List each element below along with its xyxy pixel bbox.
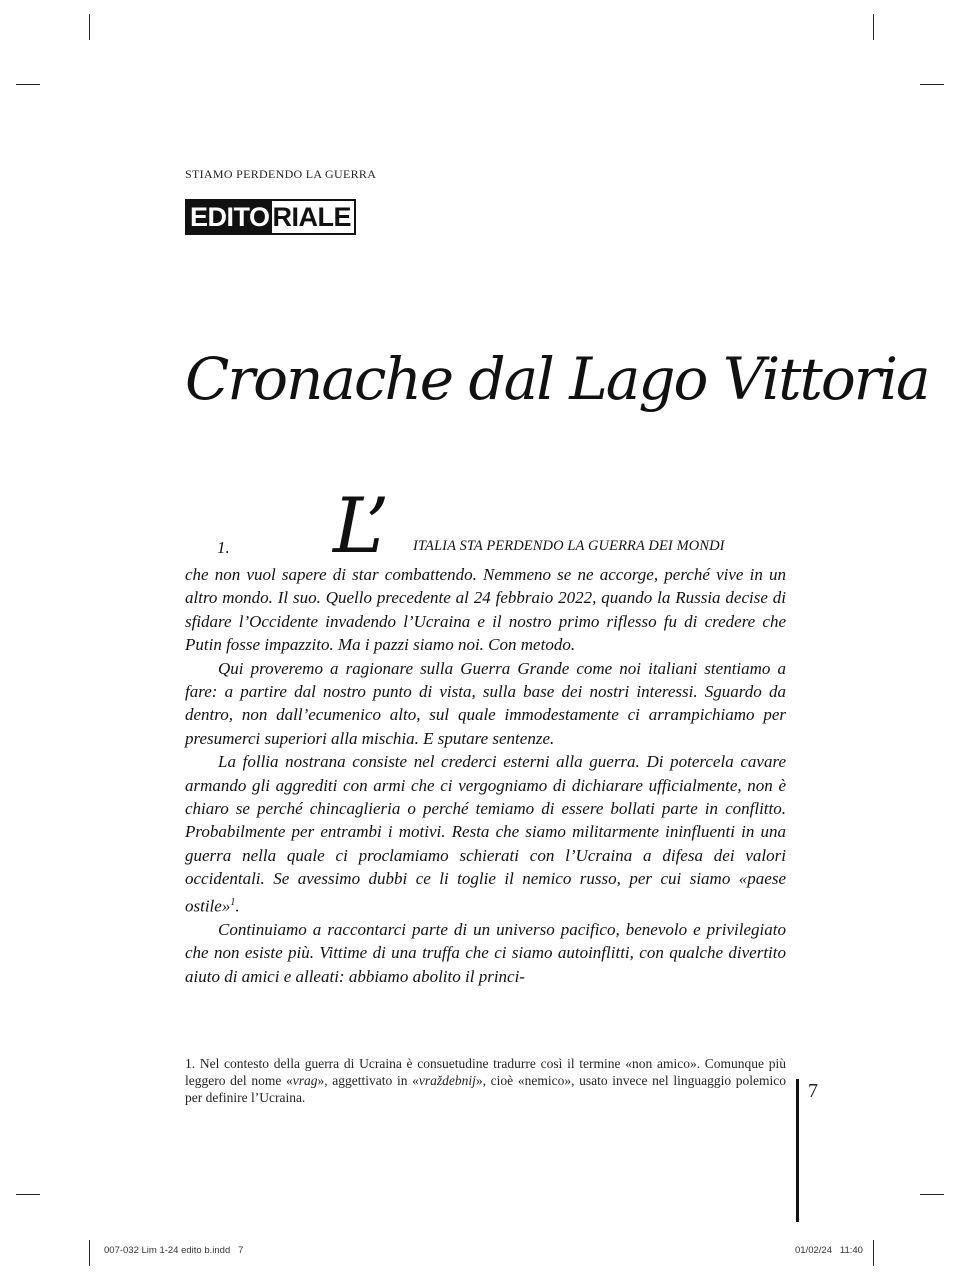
crop-mark	[16, 1194, 40, 1195]
drop-cap: L’	[333, 481, 390, 570]
page-number: 7	[808, 1080, 818, 1102]
section-number: 1.	[217, 538, 230, 557]
crop-mark	[873, 1240, 874, 1266]
crop-mark	[89, 14, 90, 40]
paragraph-3	[185, 750, 786, 918]
footnote	[185, 1055, 786, 1107]
first-line-smallcaps: ITALIA STA PERDENDO LA GUERRA DEI MONDI	[413, 538, 725, 554]
crop-mark	[16, 84, 40, 85]
editoriale-badge	[185, 199, 356, 235]
slug-timestamp: 01/02/24 11:40	[795, 1245, 863, 1256]
paragraph-3-end: .	[235, 896, 240, 916]
footnote-text-b: », aggettivato in «	[317, 1073, 419, 1089]
paragraph-3-text: La follia nostrana consiste nel crederci esterni alla guerra. Di potercela cavare armando gli aggrediti con armi che ci vergogniamo di dichiarare ufficialmente, non è chiaro se perché chincaglieria o perché temiamo di essere bollati parte in conflitto. Probabilmente per entrambi i motivi. Resta che siamo militarmente ininfluenti in una guerra nella quale ci proclamiamo schierati con l’Ucraina a difesa dei valori occidentali. Se avessimo dubbi ce li toglie il nemico russo, per cui siamo «paese ostile»	[185, 752, 786, 916]
section-label: STIAMO PERDENDO LA GUERRA	[185, 167, 377, 181]
slug-filename: 007-032 Lim 1-24 edito b.indd 7	[104, 1245, 244, 1256]
crop-mark	[873, 14, 874, 40]
crop-mark	[920, 84, 944, 85]
footnote-reference: 1	[230, 896, 236, 908]
footnote-term-vrazdebnij: vraždebnij	[418, 1073, 476, 1089]
crop-mark	[89, 1240, 90, 1266]
footnote-text-c: », cioè «nemico», usato invece nel linguaggio polemico per definire l’Ucraina.	[185, 1073, 787, 1106]
article-body	[185, 563, 786, 988]
paragraph-1: che non vuol sapere di star combattendo. Nemmeno se ne accorge, perché vive in un altro mondo. Il suo. Quello precedente al 24 febbraio 2022, quando la Russia decise di sfidare l’Occidente invadendo l’Ucraina e il nostro primo riflesso fu di credere che Putin fosse impazzito. Ma i pazzi siamo noi. Con metodo.	[185, 565, 786, 655]
footnote-text-a: 1. Nel contesto della guerra di Ucraina è consuetudine tradurre così il termine «non amico». Comunque più leggero del nome «	[185, 1056, 786, 1089]
badge-dark-part: EDITO	[187, 201, 272, 233]
paragraph-2: Qui proveremo a ragionare sulla Guerra Grande come noi italiani stentiamo a fare: a partire dal nostro punto di vista, sulla base dei nostri interessi. Sguardo da dentro, non dall’ecumenico alto, sul quale immodestamente ci arrampichiamo per presumerci superiori alla mischia. E sputare sentenze.	[185, 658, 786, 748]
folio-rule	[796, 1079, 799, 1222]
footnote-term-vrag: vrag	[292, 1073, 318, 1089]
badge-light-part: RIALE	[272, 201, 355, 233]
article-title: Cronache dal Lago Vittoria	[185, 345, 929, 413]
paragraph-4: Continuiamo a raccontarci parte di un universo pacifico, benevolo e privilegiato che non esiste più. Vittime di una truffa che ci siamo autoinflitti, con qualche divertito aiuto di amici e alleati: abbiamo abolito il princi-	[185, 919, 786, 986]
crop-mark	[920, 1194, 944, 1195]
